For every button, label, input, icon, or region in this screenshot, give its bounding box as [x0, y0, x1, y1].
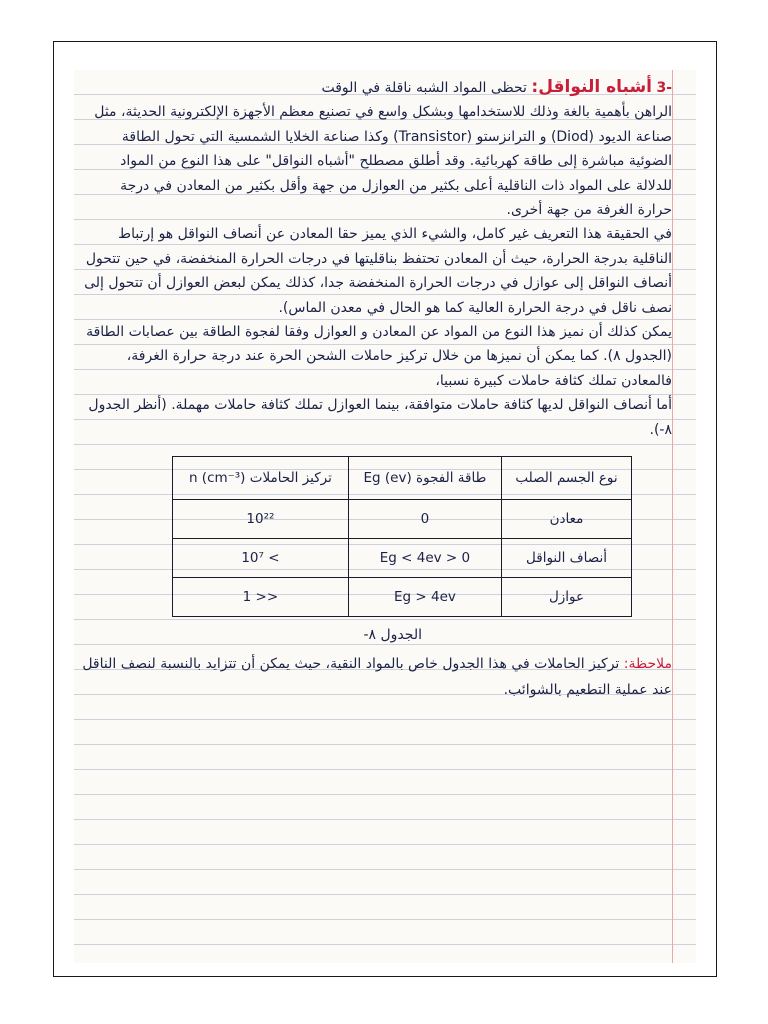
table-row — [173, 578, 632, 617]
table-cell: Eg > 4ev — [348, 578, 501, 617]
heading-line — [82, 75, 672, 100]
table-cell: 10²² — [173, 500, 349, 539]
table-header-cell: نوع الجسم الصلب — [502, 457, 632, 500]
margin-line — [672, 70, 673, 963]
table-caption: الجدول ٨- — [363, 627, 422, 644]
table-cell: << 1 — [173, 578, 349, 617]
paragraph-3: يمكن كذلك أن نميز هذا النوع من المواد عن المعادن و العوازل وفقا لفجوة الطاقة بين عصابات الطاقة (الجدول ٨). كما يمكن أن نميزها من خلال تركيز حاملات الشحن الحرة عند درجة حرارة الغرفة، فالمعادن تملك كثافة حاملات كبيرة نسبيا، — [86, 324, 672, 389]
heading-continuation: تحظى المواد الشبه ناقلة في الوقت — [321, 80, 527, 96]
table-cell: > 10⁷ — [173, 539, 349, 578]
note — [82, 651, 672, 703]
section-number: -3 — [656, 80, 672, 96]
table-cell: 0 < Eg < 4ev — [348, 539, 501, 578]
paragraph-1: الراهن بأهمية بالغة وذلك للاستخدامها وبشكل واسع في تصنيع معظم الأجهزة الإلكترونية الحديثة، مثل صناعة الديود (Diod) و الترانزستو (Transistor) وكذا صناعة الخلايا الشمسية التي تحول الطاقة الضوئية مباشرة إلى طاقة كهربائية. وقد أطلق مصطلح "أشباه النواقل" على هذا النوع من المواد للدلالة على المواد ذات الناقلية أعلى بكثير من العوازل من جهة وأقل بكثير من المعادن في درجة حرارة الغرفة من جهة أخرى. — [94, 104, 672, 219]
table-header-cell: طاقة الفجوة Eg (ev) — [348, 457, 501, 500]
comparison-table — [172, 456, 632, 617]
table-cell: معادن — [502, 500, 632, 539]
paragraph-4: أما أنصاف النواقل لديها كثافة حاملات متوافقة، بينما العوازل تملك كثافة حاملات مهملة. (أنظر الجدول ٨-). — [88, 397, 672, 438]
handwritten-content — [82, 75, 672, 703]
note-label: ملاحظة: — [623, 656, 672, 673]
document-frame — [53, 41, 717, 977]
table-header-cell: تركيز الحاملات n (cm⁻³) — [173, 457, 349, 500]
table-cell: 0 — [348, 500, 501, 539]
note-text: تركيز الحاملات في هذا الجدول خاص بالمواد النقية، حيث يمكن أن تتزايد بالنسبة لنصف الناقل عند عملية التطعيم بالشوائب. — [82, 656, 672, 699]
table-header-row — [173, 457, 632, 500]
table-row — [173, 539, 632, 578]
paragraph-2: في الحقيقة هذا التعريف غير كامل، والشيء الذي يميز حقا المعادن عن أنصاف النواقل هو إرتباط الناقلية بدرجة الحرارة، حيث أن المعادن تحتفظ بناقليتها في درجات الحرارة المنخفضة، في حين تتحول أنصاف النواقل إلى عوازل في درجات الحرارة المنخفضة جدا، كذلك يمكن لبعض العوازل أن تتحول إلى نصف ناقل في درجة الحرارة العالية كما هو الحال في معدن الماس). — [84, 226, 672, 316]
table-container — [82, 456, 672, 617]
table-cell: أنصاف النواقل — [502, 539, 632, 578]
table-cell: عوازل — [502, 578, 632, 617]
table-row — [173, 500, 632, 539]
section-title: أشباه النواقل: — [531, 77, 652, 97]
